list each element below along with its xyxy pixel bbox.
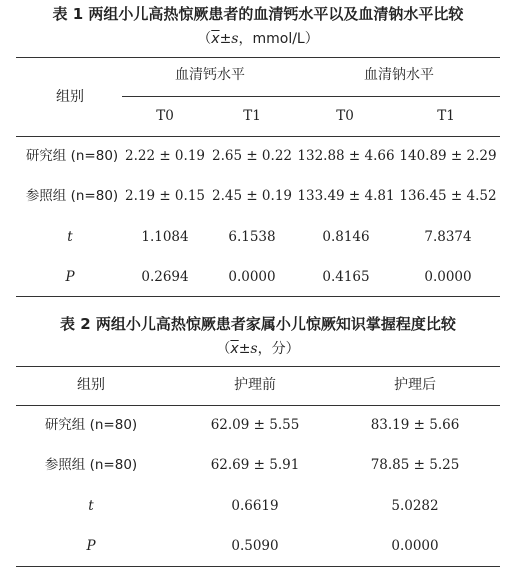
table2-cell: 5.0282: [391, 498, 439, 514]
table2-subtitle-pm: ±: [238, 341, 251, 357]
table1-ca-header: 血清钙水平: [175, 67, 245, 83]
table1-header-rule: [16, 136, 500, 137]
table1-ca-t1-header: T1: [243, 108, 261, 124]
table1-row-label: 参照组 (n=80): [25, 188, 119, 204]
table2-cell: 0.6619: [231, 498, 279, 514]
table2-cell: 62.09 ± 5.55: [210, 417, 300, 433]
table2-subtitle-open: （: [216, 341, 231, 357]
table1-cell: 136.45 ± 4.52: [399, 188, 497, 204]
table1-cell: 132.88 ± 4.66: [297, 148, 395, 164]
table1-cell: 7.8374: [424, 229, 472, 245]
table1-row-label: 研究组 (n=80): [25, 148, 119, 164]
table1-cell: 0.2694: [141, 269, 189, 285]
table1-subtitle-sd: s: [231, 31, 239, 47]
table1-bottom-rule: [16, 296, 500, 297]
table1-cell: 2.22 ± 0.19: [124, 148, 205, 164]
table1-na-t0-header: T0: [336, 108, 354, 124]
table1-cell: 2.45 ± 0.19: [211, 188, 292, 204]
table2-cell: 0.5090: [231, 538, 279, 554]
table2-after-header: 护理后: [394, 377, 436, 393]
table1-row-label: t: [67, 229, 73, 245]
table2-top-rule: [16, 366, 500, 367]
table1-subtitle-open: （: [197, 31, 212, 47]
table2-row-label: 参照组 (n=80): [44, 457, 138, 473]
table1-cell: 0.0000: [228, 269, 276, 285]
table1-header-sub-rule: [122, 96, 500, 97]
table2-bottom-rule: [16, 566, 500, 567]
table1-subtitle-unit: ，mmol/L）: [238, 31, 319, 47]
table2-row-label: 研究组 (n=80): [44, 417, 138, 433]
table1-cell: 140.89 ± 2.29: [399, 148, 497, 164]
table2-subtitle-mean: $\overline{x}$: [230, 341, 239, 357]
table1-cell: 0.8146: [322, 229, 370, 245]
table1-cell: 2.19 ± 0.15: [124, 188, 205, 204]
table2-cell: 83.19 ± 5.66: [370, 417, 460, 433]
table1-title: 表 1 两组小儿高热惊厥患者的血清钙水平以及血清钠水平比较: [52, 5, 464, 23]
table1-cell: 0.0000: [424, 269, 472, 285]
table2-group-header: 组别: [77, 377, 105, 393]
table2-subtitle-sd: s: [250, 341, 258, 357]
table2-subtitle: [0, 340, 516, 358]
table1-na-header: 血清钠水平: [364, 67, 434, 83]
table1-subtitle-mean: $\overline{x}$: [211, 31, 220, 47]
table2-subtitle-unit: ，分）: [257, 341, 300, 357]
table2-row-label: P: [86, 538, 96, 554]
table1-top-rule: [16, 57, 500, 58]
table2-title: 表 2 两组小儿高热惊厥患者家属小儿惊厥知识掌握程度比较: [60, 315, 456, 333]
table1-cell: 1.1084: [141, 229, 189, 245]
table1-na-t1-header: T1: [437, 108, 455, 124]
table1-cell: 0.4165: [322, 269, 370, 285]
table1-cell: 133.49 ± 4.81: [297, 188, 395, 204]
table2-row-label: t: [88, 498, 94, 514]
table1-cell: 6.1538: [228, 229, 276, 245]
table1-group-header: 组别: [56, 89, 84, 105]
table2-header-rule: [16, 405, 500, 406]
table1-subtitle-pm: ±: [219, 31, 232, 47]
table1-row-label: P: [65, 269, 75, 285]
table1-subtitle: [0, 30, 516, 48]
table1-ca-t0-header: T0: [156, 108, 174, 124]
table2-before-header: 护理前: [234, 377, 276, 393]
table2-cell: 0.0000: [391, 538, 439, 554]
table1-cell: 2.65 ± 0.22: [211, 148, 292, 164]
table2-cell: 78.85 ± 5.25: [370, 457, 460, 473]
table2-cell: 62.69 ± 5.91: [210, 457, 300, 473]
